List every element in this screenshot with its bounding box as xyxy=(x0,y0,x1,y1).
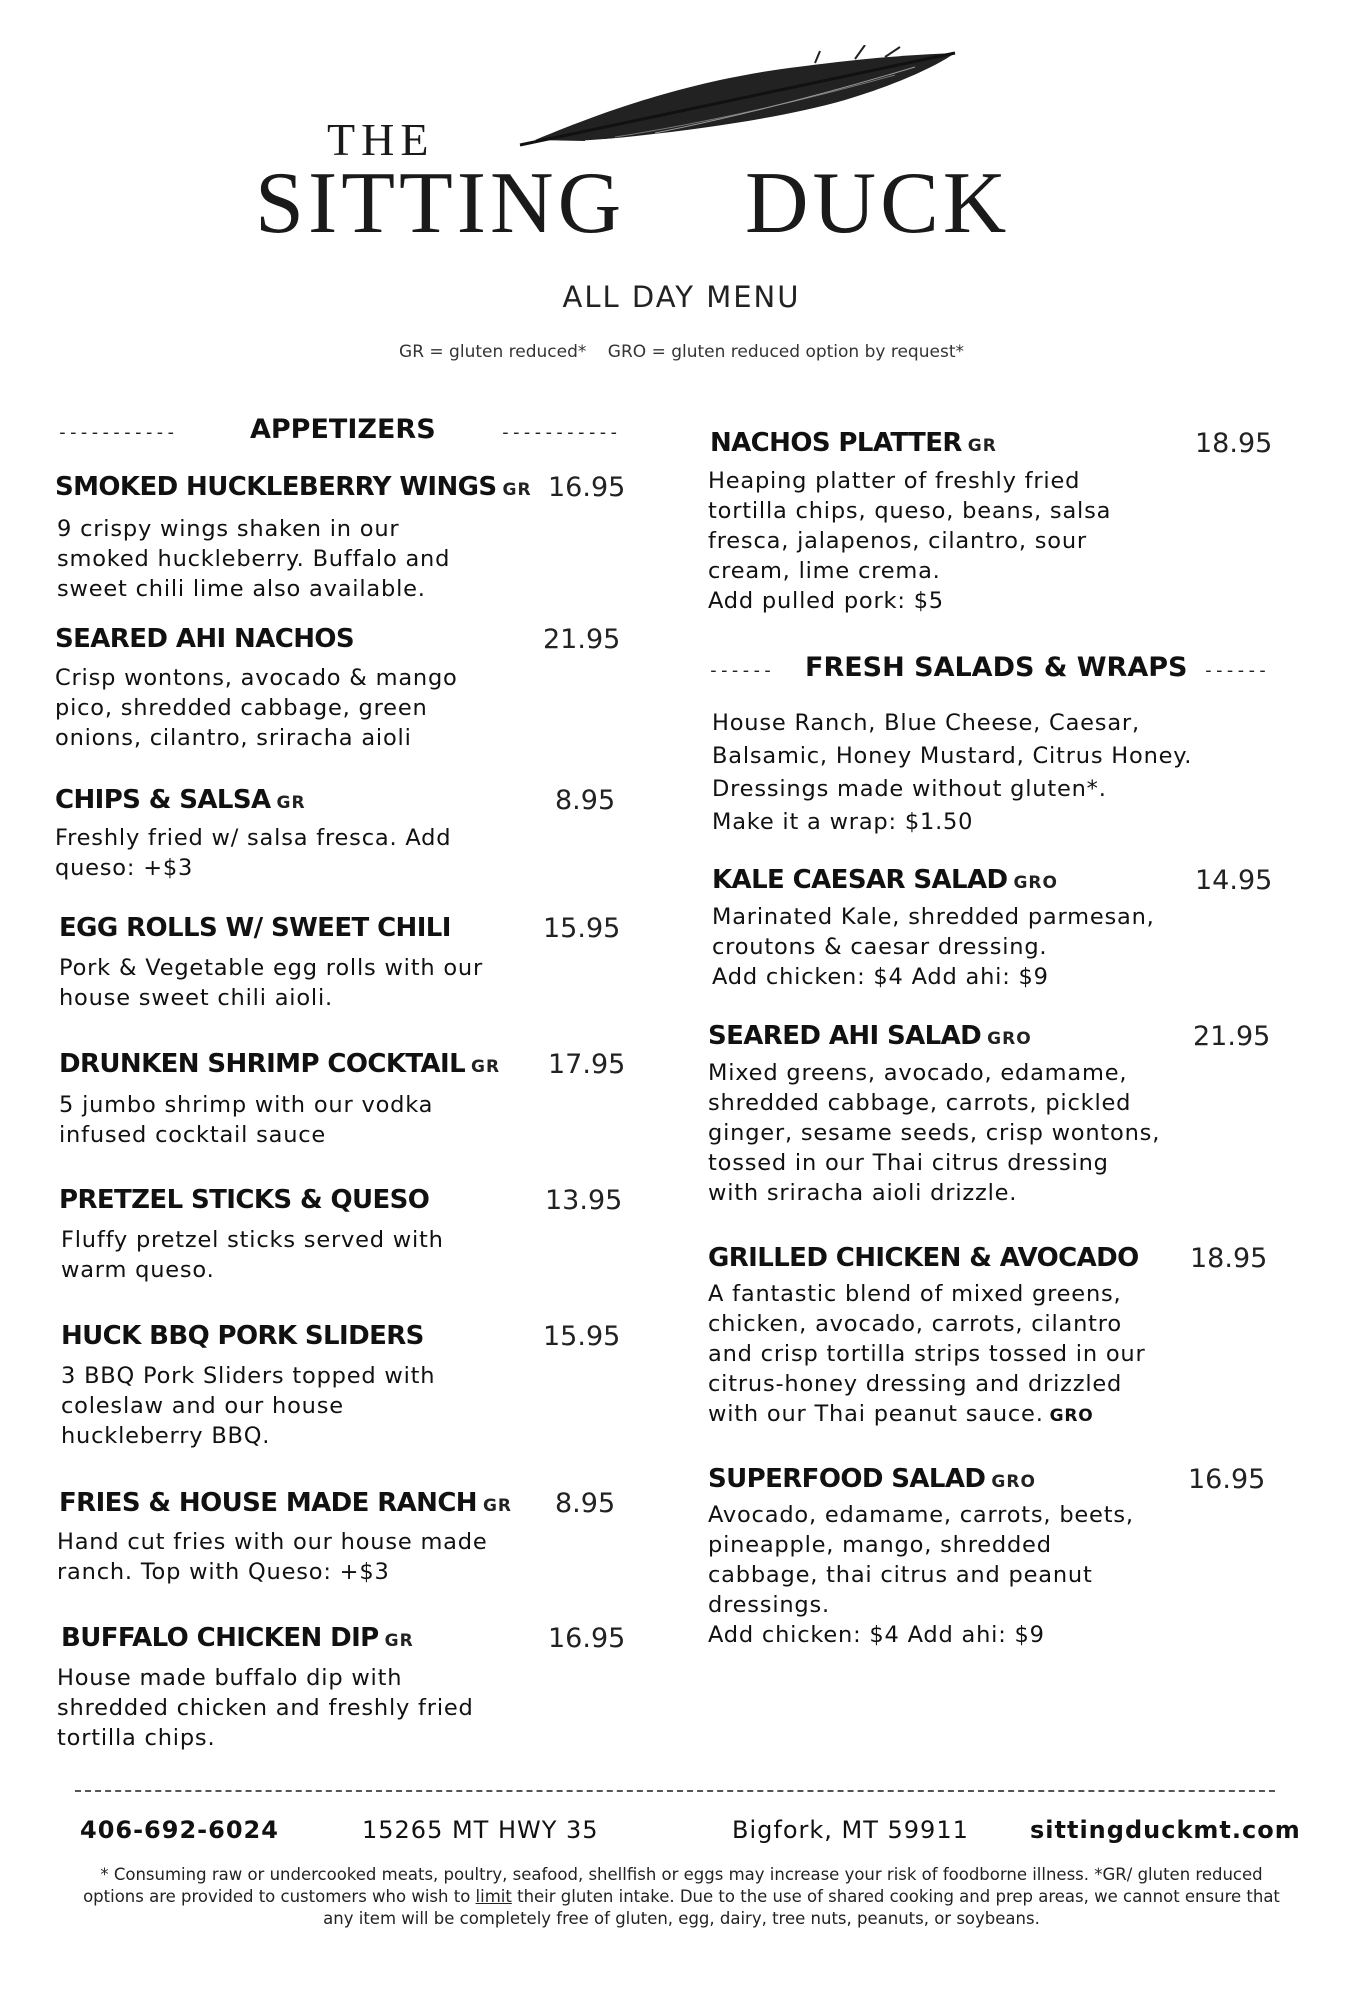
menu-item-price: 8.95 xyxy=(555,1488,616,1519)
section-divider-right: ----------- xyxy=(500,422,620,443)
section-divider-right: ------ xyxy=(1203,660,1269,681)
menu-item-name: PRETZEL STICKS & QUESO xyxy=(59,1185,430,1215)
footer-website[interactable]: sittingduckmt.com xyxy=(1030,1816,1301,1844)
gluten-tag: GRO xyxy=(1013,873,1058,893)
menu-item-price: 21.95 xyxy=(543,624,621,655)
section-divider-left: ------ xyxy=(708,660,774,681)
menu-item-price: 16.95 xyxy=(548,1623,626,1654)
menu-item-description: A fantastic blend of mixed greens, chicken, avocado, carrots, cilantro and crisp tortilla strips tossed in our citrus-honey dressing and drizzled with our Thai peanut sauce. GRO xyxy=(708,1281,1146,1427)
gluten-legend xyxy=(0,342,1363,362)
menu-item-name: DRUNKEN SHRIMP COCKTAIL GR xyxy=(59,1049,501,1079)
menu-item-price: 18.95 xyxy=(1190,1243,1268,1274)
menu-item-description: Fluffy pretzel sticks served with warm queso. xyxy=(61,1227,444,1283)
gluten-tag: GR xyxy=(276,793,306,813)
menu-item-description: Mixed greens, avocado, edamame, shredded cabbage, carrots, pickled ginger, sesame seeds, crisp wontons, tossed in our Thai citrus dressing with sriracha aioli drizzle. xyxy=(708,1060,1161,1206)
menu-item-price: 15.95 xyxy=(543,913,621,944)
footer-city: Bigfork, MT 59911 xyxy=(732,1816,969,1844)
gluten-tag: GRO xyxy=(987,1029,1032,1049)
legend-gr: GR = gluten reduced* xyxy=(399,342,587,362)
footer-address: 15265 MT HWY 35 xyxy=(362,1816,599,1844)
gluten-tag: GRO xyxy=(1049,1406,1094,1426)
menu-item-description: Freshly fried w/ salsa fresca. Add queso: +$3 xyxy=(55,825,452,881)
menu-item-name: GRILLED CHICKEN & AVOCADO xyxy=(708,1243,1139,1273)
menu-item-price: 21.95 xyxy=(1193,1021,1271,1052)
gluten-tag: GR xyxy=(967,436,997,456)
logo-the: THE xyxy=(327,114,435,165)
menu-item-description: Heaping platter of freshly fried tortilla chips, queso, beans, salsa fresca, jalapenos, cilantro, sour cream, lime crema. Add pulled pork: $5 xyxy=(708,468,1112,614)
footer-phone[interactable]: 406-692-6024 xyxy=(80,1816,279,1844)
menu-item-name: FRIES & HOUSE MADE RANCH GR xyxy=(59,1488,513,1518)
feather-icon xyxy=(520,45,955,145)
menu-item-description: Avocado, edamame, carrots, beets, pineapple, mango, shredded cabbage, thai citrus and peanut dressings. Add chicken: $4 Add ahi: $9 xyxy=(708,1502,1134,1648)
logo-name-duck: DUCK xyxy=(745,155,1011,252)
menu-item-name: KALE CAESAR SALAD GRO xyxy=(712,865,1058,895)
menu-item-price: 13.95 xyxy=(545,1185,623,1216)
menu-item-price: 16.95 xyxy=(548,472,626,503)
menu-item-price: 16.95 xyxy=(1188,1464,1266,1495)
gluten-tag: GRO xyxy=(991,1472,1036,1492)
dressing-options: House Ranch, Blue Cheese, Caesar, Balsamic, Honey Mustard, Citrus Honey. Dressings made without gluten*. Make it a wrap: $1.50 xyxy=(712,710,1193,835)
menu-item-price: 15.95 xyxy=(543,1321,621,1352)
menu-item-description: 5 jumbo shrimp with our vodka infused cocktail sauce xyxy=(59,1092,434,1148)
menu-item-description: 3 BBQ Pork Sliders topped with coleslaw and our house huckleberry BBQ. xyxy=(61,1363,436,1449)
menu-item-name: EGG ROLLS W/ SWEET CHILI xyxy=(59,913,451,943)
gluten-tag: GR xyxy=(502,480,532,500)
menu-item-name: SUPERFOOD SALAD GRO xyxy=(708,1464,1036,1494)
menu-item-description: Marinated Kale, shredded parmesan, croutons & caesar dressing. Add chicken: $4 Add ahi: $9 xyxy=(712,904,1155,990)
allergen-disclaimer: * Consuming raw or undercooked meats, poultry, seafood, shellfish or eggs may increase your risk of foodborne illness. *GR/ gluten reduced options are provided to customers who wish to limit their gluten intake. Due to the use of shared cooking and prep areas, we cannot ensure that any item will be completely free of gluten, egg, dairy, tree nuts, peanuts, or soybeans. xyxy=(83,1865,1280,1928)
menu-item-description: House made buffalo dip with shredded chicken and freshly fried tortilla chips. xyxy=(57,1665,474,1751)
menu-item-price: 14.95 xyxy=(1195,865,1273,896)
logo xyxy=(255,45,1105,255)
gluten-tag: GR xyxy=(482,1496,513,1516)
disclaimer-underlined: limit xyxy=(475,1887,512,1906)
legend-gro: GRO = gluten reduced option by request* xyxy=(607,342,964,362)
menu-item-description: Pork & Vegetable egg rolls with our house sweet chili aioli. xyxy=(59,955,484,1011)
gluten-tag: GR xyxy=(471,1057,501,1077)
section-divider-left: ----------- xyxy=(57,422,177,443)
menu-item-name: NACHOS PLATTER GR xyxy=(710,428,997,458)
menu-title: ALL DAY MENU xyxy=(562,280,801,314)
gluten-tag: GR xyxy=(384,1631,414,1651)
logo-name-sitting: SITTING xyxy=(255,155,626,252)
footer-divider xyxy=(75,1790,1275,1792)
menu-item-name: SEARED AHI SALAD GRO xyxy=(708,1021,1032,1051)
menu-item-price: 17.95 xyxy=(548,1049,626,1080)
section-heading-salads: FRESH SALADS & WRAPS xyxy=(805,652,1188,683)
menu-item-name: HUCK BBQ PORK SLIDERS xyxy=(61,1321,424,1351)
menu-item-name: BUFFALO CHICKEN DIP GR xyxy=(61,1623,414,1653)
menu-item-name: SMOKED HUCKLEBERRY WINGS GR xyxy=(55,472,532,502)
menu-item-description: Crisp wontons, avocado & mango pico, shredded cabbage, green onions, cilantro, sriracha aioli xyxy=(55,665,458,751)
menu-item-description: 9 crispy wings shaken in our smoked huckleberry. Buffalo and sweet chili lime also available. xyxy=(57,516,451,602)
menu-item-price: 18.95 xyxy=(1195,428,1273,459)
menu-item-name: CHIPS & SALSA GR xyxy=(55,785,306,815)
section-heading-appetizers: APPETIZERS xyxy=(250,414,436,445)
menu-item-name: SEARED AHI NACHOS xyxy=(55,624,354,654)
menu-item-description: Hand cut fries with our house made ranch. Top with Queso: +$3 xyxy=(57,1529,488,1585)
menu-item-price: 8.95 xyxy=(555,785,616,816)
